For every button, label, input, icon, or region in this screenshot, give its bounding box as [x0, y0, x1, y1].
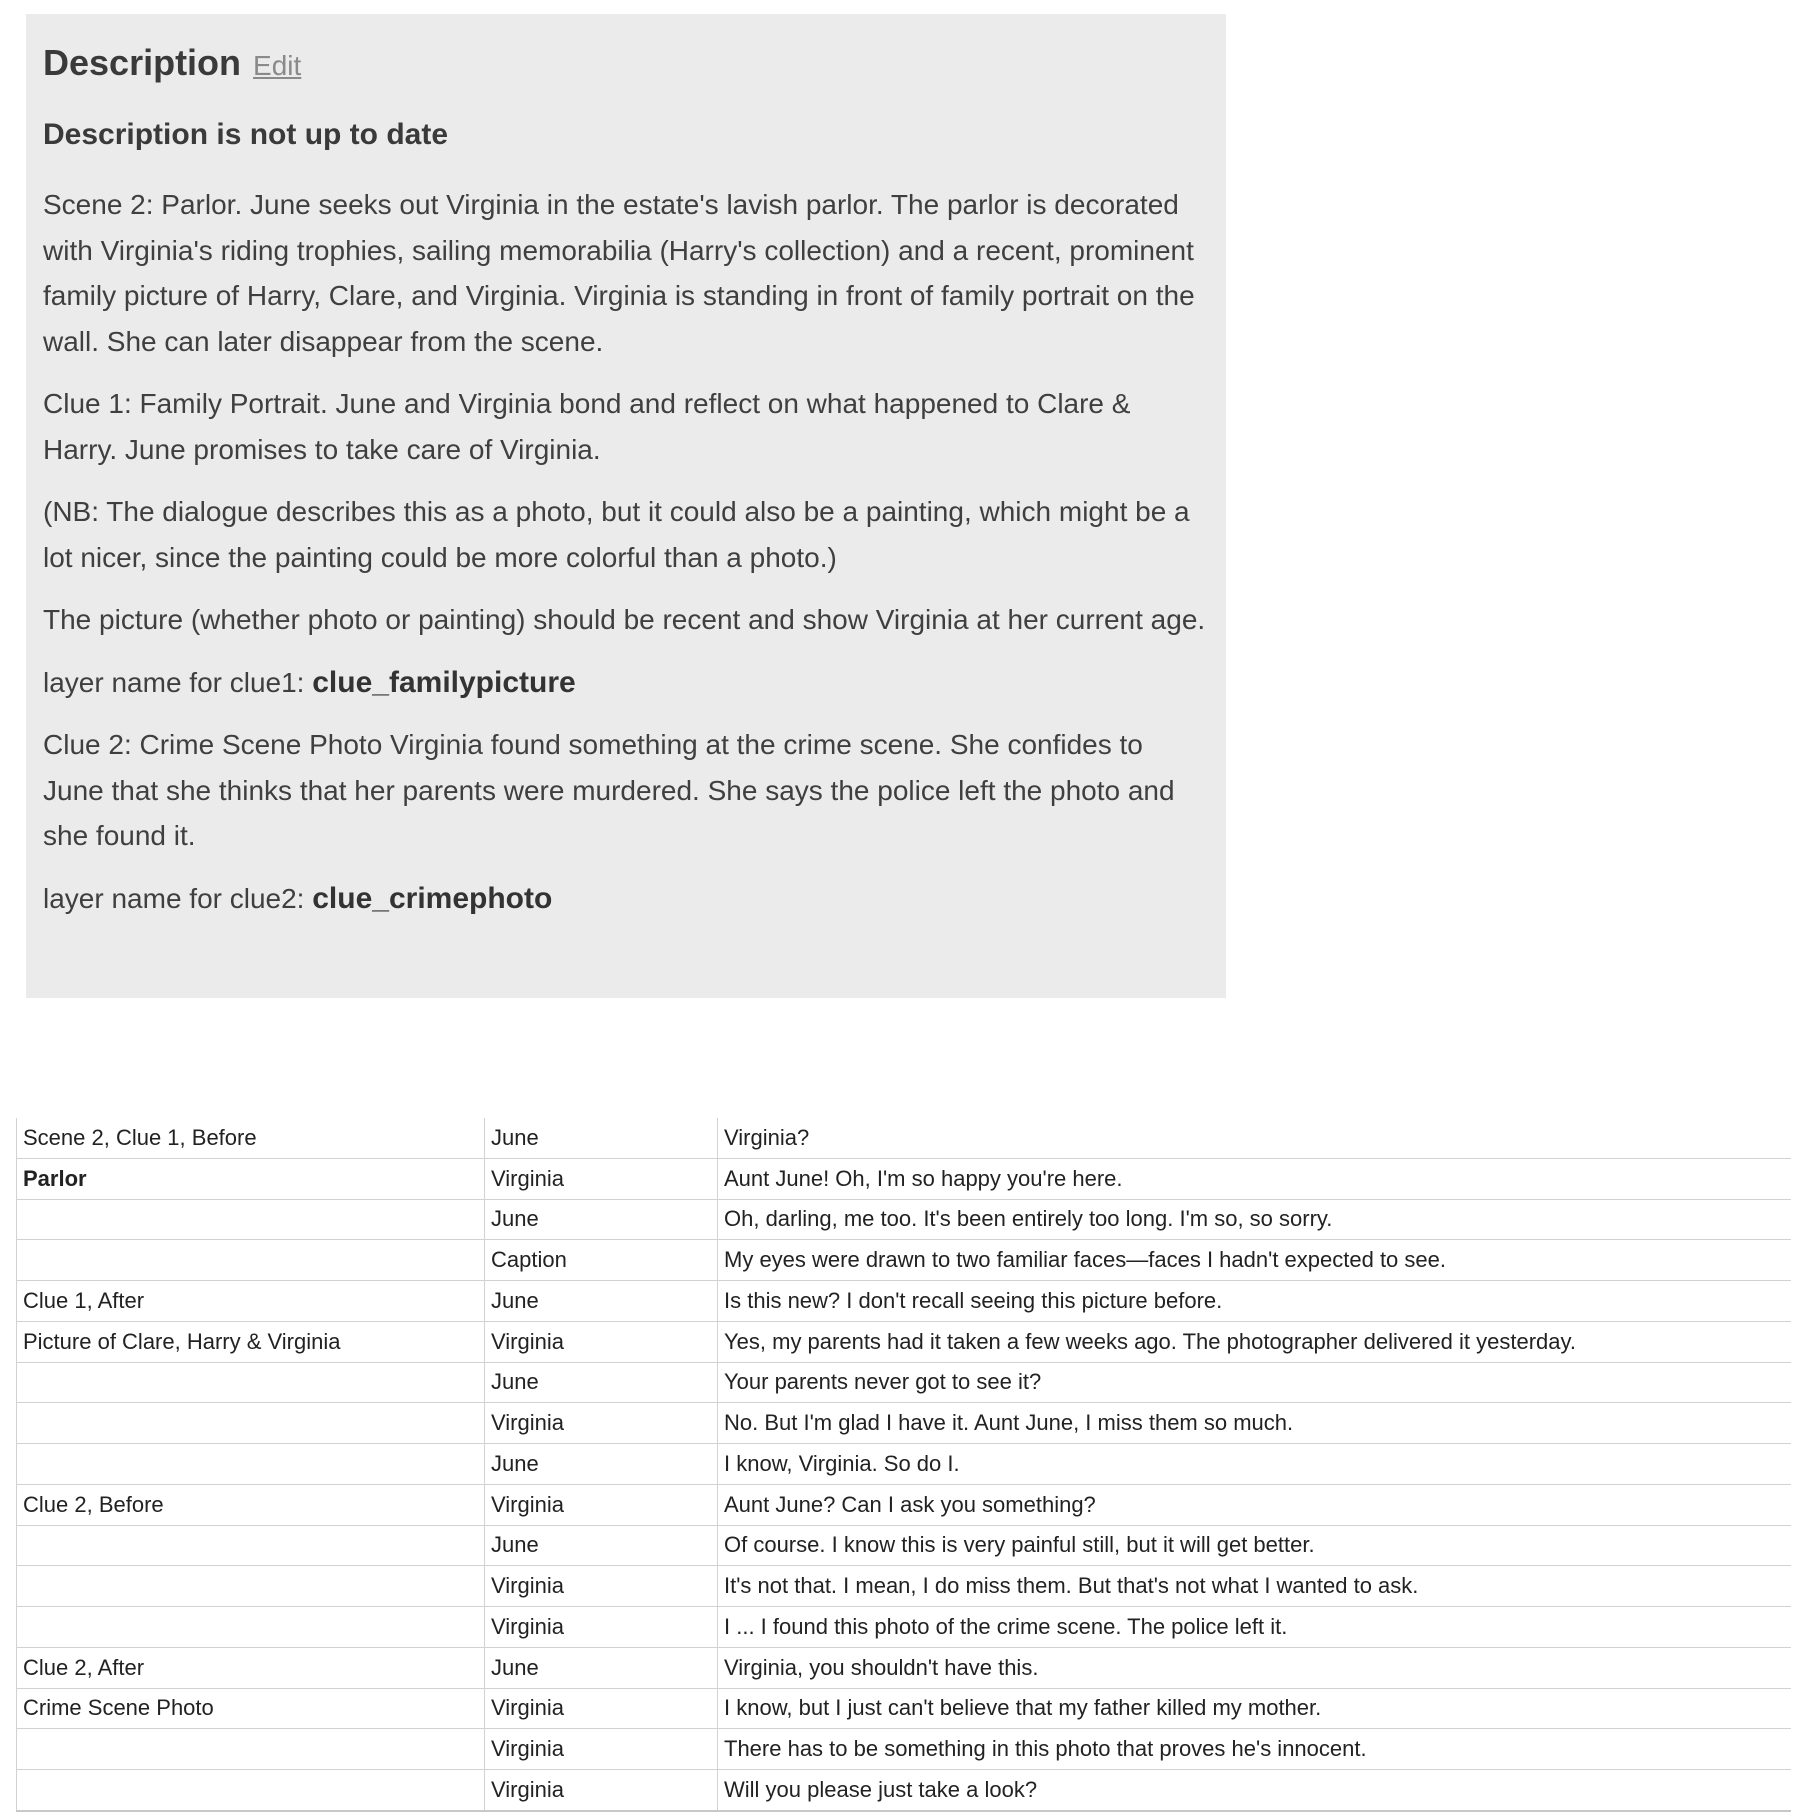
table-row	[17, 1688, 1791, 1729]
dialogue-cell: I know, Virginia. So do I.	[718, 1444, 1791, 1485]
table-row	[17, 1281, 1791, 1322]
table-row	[17, 1444, 1791, 1485]
section-cell: Scene 2, Clue 1, Before	[17, 1118, 485, 1158]
table-row	[17, 1525, 1791, 1566]
table-row	[17, 1199, 1791, 1240]
table-row	[17, 1321, 1791, 1362]
dialogue-cell: I ... I found this photo of the crime scene. The police left it.	[718, 1607, 1791, 1648]
layer2-name: clue_crimephoto	[312, 881, 553, 915]
speaker-cell: Virginia	[485, 1158, 718, 1199]
description-title: Description	[43, 42, 242, 83]
edit-link[interactable]: Edit	[253, 50, 302, 81]
speaker-cell: June	[485, 1281, 718, 1322]
section-cell	[17, 1199, 485, 1240]
dialogue-cell: Yes, my parents had it taken a few weeks ago. The photographer delivered it yesterday.	[718, 1321, 1791, 1362]
dialogue-cell: Your parents never got to see it?	[718, 1362, 1791, 1403]
nb-note: (NB: The dialogue describes this as a photo, but it could also be a painting, which might be a lot nicer, since the painting could be more colorful than a photo.)	[43, 496, 1190, 573]
speaker-cell: June	[485, 1647, 718, 1688]
dialogue-cell: Aunt June? Can I ask you something?	[718, 1484, 1791, 1525]
section-cell: Clue 2, After	[17, 1647, 485, 1688]
description-panel	[26, 14, 1226, 998]
speaker-cell: Virginia	[485, 1566, 718, 1607]
section-cell	[17, 1729, 485, 1770]
speaker-cell: Virginia	[485, 1484, 718, 1525]
section-cell	[17, 1403, 485, 1444]
section-cell	[17, 1444, 485, 1485]
section-cell	[17, 1362, 485, 1403]
layer1-name: clue_familypicture	[312, 665, 576, 699]
layer2-line	[43, 876, 1209, 922]
dialogue-cell: Aunt June! Oh, I'm so happy you're here.	[718, 1158, 1791, 1199]
clue2-description: Clue 2: Crime Scene Photo Virginia found something at the crime scene. She confides to June that she thinks that her parents were murdered. She says the police left the photo and she found it.	[43, 729, 1175, 851]
dialogue-cell: My eyes were drawn to two familiar faces—faces I hadn't expected to see.	[718, 1240, 1791, 1281]
section-cell	[17, 1607, 485, 1648]
layer1-line	[43, 660, 1209, 706]
picture-note: The picture (whether photo or painting) should be recent and show Virginia at her current age.	[43, 604, 1206, 635]
table-row	[17, 1484, 1791, 1525]
dialogue-cell: Oh, darling, me too. It's been entirely too long. I'm so, so sorry.	[718, 1199, 1791, 1240]
table-row	[17, 1647, 1791, 1688]
speaker-cell: Virginia	[485, 1688, 718, 1729]
speaker-cell: June	[485, 1362, 718, 1403]
speaker-cell: June	[485, 1199, 718, 1240]
table-row	[17, 1729, 1791, 1770]
section-cell	[17, 1240, 485, 1281]
description-status: Description is not up to date	[43, 118, 449, 151]
dialogue-cell: I know, but I just can't believe that my father killed my mother.	[718, 1688, 1791, 1729]
table-row	[17, 1607, 1791, 1648]
dialogue-cell: There has to be something in this photo that proves he's innocent.	[718, 1729, 1791, 1770]
table-row	[17, 1362, 1791, 1403]
section-cell: Crime Scene Photo	[17, 1688, 485, 1729]
section-cell	[17, 1566, 485, 1607]
table-row	[17, 1403, 1791, 1444]
dialogue-cell: Virginia, you shouldn't have this.	[718, 1647, 1791, 1688]
speaker-cell: Caption	[485, 1240, 718, 1281]
table-row	[17, 1240, 1791, 1281]
table-row	[17, 1770, 1791, 1811]
dialogue-cell: Of course. I know this is very painful still, but it will get better.	[718, 1525, 1791, 1566]
dialogue-cell: No. But I'm glad I have it. Aunt June, I miss them so much.	[718, 1403, 1791, 1444]
speaker-cell: Virginia	[485, 1729, 718, 1770]
speaker-cell: Virginia	[485, 1607, 718, 1648]
dialogue-cell: Is this new? I don't recall seeing this picture before.	[718, 1281, 1791, 1322]
section-cell	[17, 1770, 485, 1811]
table-row	[17, 1566, 1791, 1607]
section-cell	[17, 1525, 485, 1566]
dialogue-cell: It's not that. I mean, I do miss them. But that's not what I wanted to ask.	[718, 1566, 1791, 1607]
layer2-label: layer name for clue2:	[43, 882, 313, 914]
layer1-label: layer name for clue1:	[43, 666, 313, 698]
dialogue-cell: Will you please just take a look?	[718, 1770, 1791, 1811]
scene-description: Scene 2: Parlor. June seeks out Virginia in the estate's lavish parlor. The parlor is decorated with Virginia's riding trophies, sailing memorabilia (Harry's collection) and a recent, prominent family picture of Harry, Clare, and Virginia. Virginia is standing in front of family portrait on the wall. She can later disappear from the scene.	[43, 189, 1195, 357]
section-cell: Clue 1, After	[17, 1281, 485, 1322]
clue1-description: Clue 1: Family Portrait. June and Virginia bond and reflect on what happened to Clare & Harry. June promises to take care of Virginia.	[43, 388, 1131, 465]
speaker-cell: Virginia	[485, 1403, 718, 1444]
speaker-cell: Virginia	[485, 1321, 718, 1362]
speaker-cell: Virginia	[485, 1770, 718, 1811]
section-cell: Picture of Clare, Harry & Virginia	[17, 1321, 485, 1362]
section-cell: Parlor	[17, 1158, 485, 1199]
dialogue-cell: Virginia?	[718, 1118, 1791, 1158]
script-table	[16, 1118, 1791, 1812]
section-cell: Clue 2, Before	[17, 1484, 485, 1525]
script-table-body	[17, 1118, 1791, 1811]
speaker-cell: June	[485, 1444, 718, 1485]
description-header	[43, 42, 1209, 84]
table-row	[17, 1118, 1791, 1158]
table-row	[17, 1158, 1791, 1199]
speaker-cell: June	[485, 1118, 718, 1158]
speaker-cell: June	[485, 1525, 718, 1566]
